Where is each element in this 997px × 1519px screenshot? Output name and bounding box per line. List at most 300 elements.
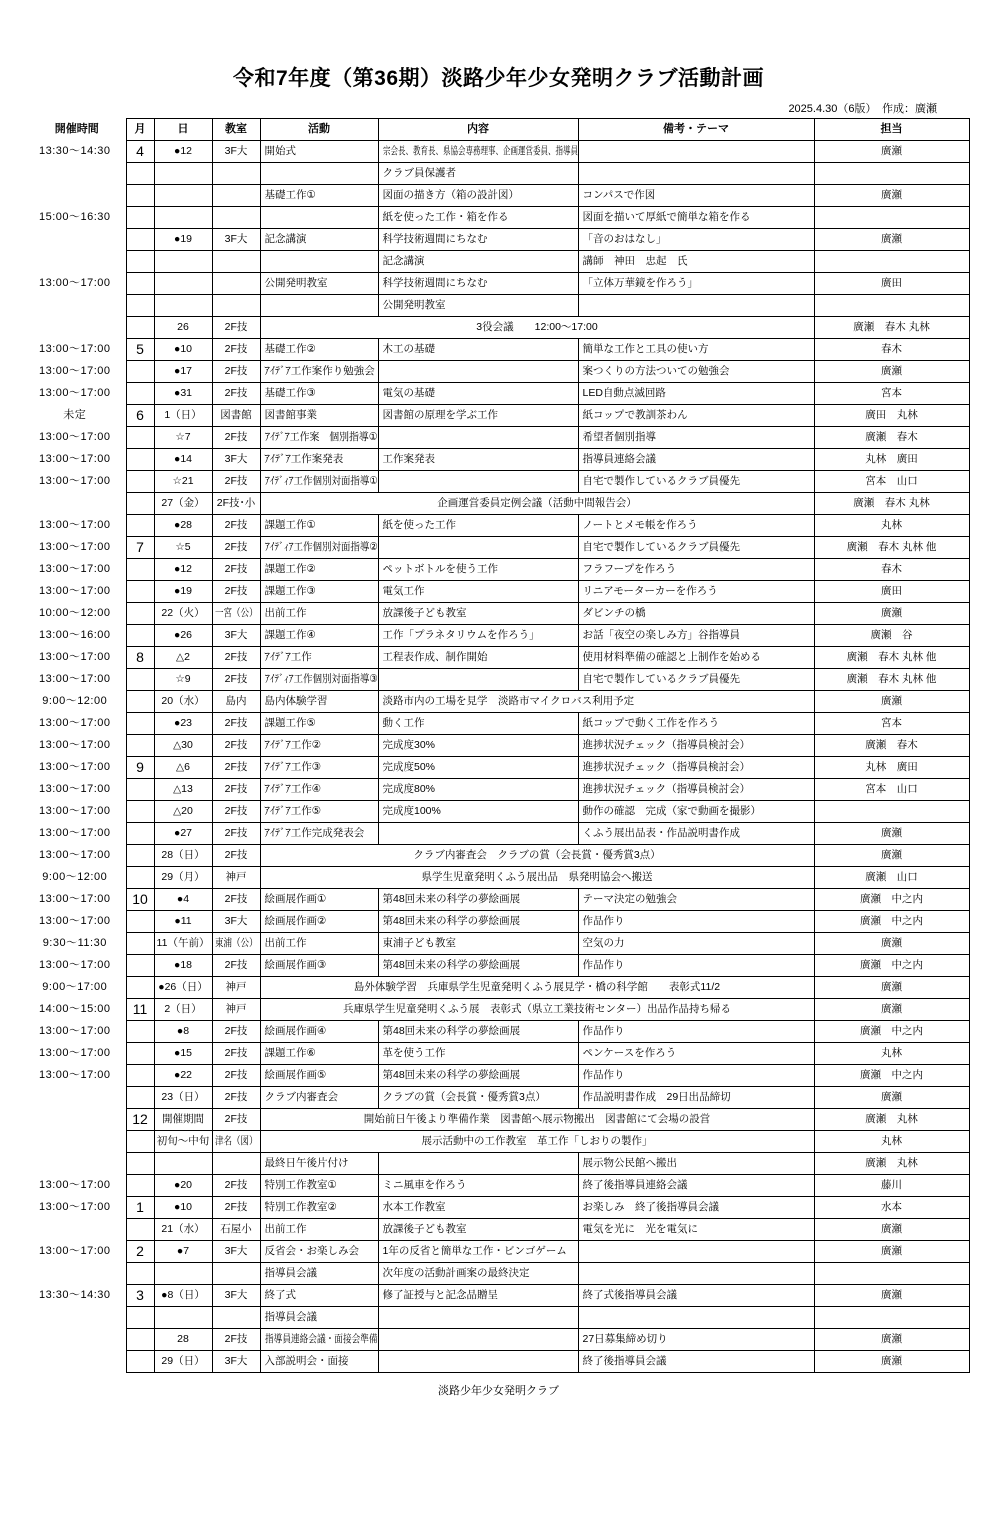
th-month: 月 (126, 119, 154, 141)
cell-month (126, 1021, 154, 1043)
cell-day: ☆21 (154, 471, 212, 493)
cell-content: 電気工作 (378, 581, 578, 603)
cell-activity: ｱｲﾃﾞｱ工作完成発表会 (260, 823, 378, 845)
cell-room: 2F技 (212, 823, 260, 845)
cell-activity: 絵画展作画③ (260, 955, 378, 977)
table-row (28, 295, 969, 317)
cell-room (212, 1307, 260, 1329)
cell-content: 図書館の原理を学ぶ工作 (378, 405, 578, 427)
cell-staff: 廣瀬 中之内 (814, 911, 969, 933)
cell-day: ●26 (154, 625, 212, 647)
cell-content: 記念講演 (378, 251, 578, 273)
cell-staff: 藤川 (814, 1175, 969, 1197)
cell-time: 14:00～15:00 (38, 1002, 111, 1015)
cell-time (28, 1263, 126, 1285)
cell-room (212, 185, 260, 207)
cell-activity: 課題工作① (260, 515, 378, 537)
cell-room: 2F技 (212, 845, 260, 867)
cell-note (578, 163, 814, 185)
cell-note (578, 1241, 814, 1263)
cell-time: 9:00～12:00 (42, 694, 108, 707)
cell-staff: 廣瀬 春木 丸林 他 (814, 647, 969, 669)
cell-content: 1年の反省と簡単な工作・ビンゴゲーム (378, 1241, 578, 1263)
cell-staff: 廣瀬 (814, 361, 969, 383)
cell-staff: 廣瀬 (814, 1285, 969, 1307)
cell-note: 自宅で製作しているクラブ員優先 (578, 471, 814, 493)
cell-staff: 廣瀬 (814, 1329, 969, 1351)
cell-month (126, 1043, 154, 1065)
cell-month (126, 273, 154, 295)
schedule-table-wrapper (0, 118, 997, 1373)
cell-activity: ｱｲﾃﾞｱ工作案作り勉強会 (260, 361, 378, 383)
cell-room: 2F技 (212, 427, 260, 449)
cell-note: 使用材料準備の確認と上制作を始める (578, 647, 814, 669)
cell-note: ペンケースを作ろう (578, 1043, 814, 1065)
cell-month (126, 317, 154, 339)
cell-room: 2F技 (212, 1021, 260, 1043)
cell-room: 2F技 (212, 339, 260, 361)
cell-day: △2 (154, 647, 212, 669)
table-row (28, 273, 969, 295)
cell-day (154, 251, 212, 273)
cell-month: 3 (126, 1285, 154, 1307)
table-row (28, 1043, 969, 1065)
cell-activity: 終了式 (260, 1285, 378, 1307)
cell-note: 案つくりの方法ついての勉強会 (578, 361, 814, 383)
table-row (28, 779, 969, 801)
cell-day: 開催期間 (154, 1109, 212, 1131)
table-row (28, 845, 969, 867)
cell-activity: 出前工作 (260, 1219, 378, 1241)
table-row (28, 1065, 969, 1087)
cell-staff (814, 295, 969, 317)
cell-month (126, 911, 154, 933)
cell-day (154, 295, 212, 317)
cell-month (126, 471, 154, 493)
table-row (28, 1109, 969, 1131)
cell-activity: ｱｲﾃﾞｨｱ工作個別対面指導① (260, 471, 378, 493)
cell-room: 2F技 (212, 537, 260, 559)
cell-day: ☆5 (154, 537, 212, 559)
cell-time: 13:00～16:00 (38, 628, 111, 641)
cell-day: 27（金） (154, 493, 212, 515)
cell-time (28, 317, 126, 339)
cell-staff: 廣瀬 中之内 (814, 955, 969, 977)
cell-activity (260, 163, 378, 185)
cell-note: 作品作り (578, 1021, 814, 1043)
cell-room: 2F技 (212, 757, 260, 779)
cell-time: 13:00～17:00 (38, 1200, 111, 1213)
cell-activity: 絵画展作画④ (260, 1021, 378, 1043)
cell-day: ●17 (154, 361, 212, 383)
cell-content: 完成度80% (378, 779, 578, 801)
cell-staff: 廣瀬 春木 丸林 他 (814, 669, 969, 691)
cell-day: ●26（日） (154, 977, 212, 999)
cell-content (378, 361, 578, 383)
cell-activity: 開始式 (260, 141, 378, 163)
cell-room: 3F大 (212, 1285, 260, 1307)
table-row (28, 933, 969, 955)
cell-month (126, 845, 154, 867)
cell-month (126, 867, 154, 889)
table-row (28, 1329, 969, 1351)
cell-time: 13:00～17:00 (38, 760, 111, 773)
cell-time (28, 185, 126, 207)
cell-month: 11 (126, 999, 154, 1021)
cell-content: ペットボトルを使う工作 (378, 559, 578, 581)
cell-time: 13:00～17:00 (38, 958, 111, 971)
cell-room: 2F技 (212, 1087, 260, 1109)
cell-time (28, 1131, 126, 1153)
cell-activity: 指導員会議 (260, 1307, 378, 1329)
cell-staff: 宮本 (814, 383, 969, 405)
cell-day: ●10 (154, 1197, 212, 1219)
table-row (28, 713, 969, 735)
cell-content: クラブ員保護者 (378, 163, 578, 185)
cell-room: 神戸 (212, 977, 260, 999)
cell-time: 13:00～17:00 (38, 474, 111, 487)
cell-note (578, 295, 814, 317)
cell-day: ●28 (154, 515, 212, 537)
cell-content: 淡路市内の工場を見学 淡路市マイクロバス利用予定 (378, 691, 814, 713)
cell-time: 13:30～14:30 (38, 144, 111, 157)
cell-staff: 廣田 (814, 581, 969, 603)
cell-room: 2F技 (212, 317, 260, 339)
cell-staff: 廣瀬 (814, 1351, 969, 1373)
cell-content: 宗会長、教育長、県協会専務理事、企画運営委員、指導員 (378, 141, 578, 163)
cell-staff: 廣瀬 丸林 (814, 1109, 969, 1131)
cell-room: 2F技 (212, 735, 260, 757)
cell-activity: 絵画展作画② (260, 911, 378, 933)
cell-day: △13 (154, 779, 212, 801)
cell-content: 東浦子ども教室 (378, 933, 578, 955)
cell-note: お楽しみ 終了後指導員会議 (578, 1197, 814, 1219)
cell-day: ●23 (154, 713, 212, 735)
cell-activity: ｱｲﾃﾞｱ工作 (260, 647, 378, 669)
cell-time: 13:00～17:00 (38, 540, 111, 553)
cell-content: 工作案発表 (378, 449, 578, 471)
cell-note: 自宅で製作しているクラブ員優先 (578, 669, 814, 691)
cell-time: 13:00～17:00 (38, 584, 111, 597)
cell-staff: 廣瀬 (814, 977, 969, 999)
cell-room: 2F技 (212, 801, 260, 823)
cell-activity: ｱｲﾃﾞｱ工作② (260, 735, 378, 757)
cell-day: 20（水） (154, 691, 212, 713)
table-row (28, 163, 969, 185)
table-row (28, 1285, 969, 1307)
table-row (28, 185, 969, 207)
cell-room (212, 273, 260, 295)
cell-note: 簡単な工作と工具の使い方 (578, 339, 814, 361)
cell-staff: 廣田 (814, 273, 969, 295)
cell-time (28, 1329, 126, 1351)
cell-day: ●18 (154, 955, 212, 977)
cell-staff: 廣瀬 春木 丸林 他 (814, 537, 969, 559)
cell-activity: 課題工作③ (260, 581, 378, 603)
cell-time: 13:00～17:00 (38, 804, 111, 817)
cell-content: 水本工作教室 (378, 1197, 578, 1219)
cell-room: 3F大 (212, 449, 260, 471)
cell-note: ノートとメモ帳を作ろう (578, 515, 814, 537)
cell-staff: 宮本 (814, 713, 969, 735)
cell-activity: 開始前日午後より準備作業 図書館へ展示物搬出 図書館にて会場の設営 (260, 1109, 814, 1131)
cell-staff: 廣瀬 春木 丸林 (814, 493, 969, 515)
cell-activity: ｱｲﾃﾞｱ工作③ (260, 757, 378, 779)
cell-day: ●14 (154, 449, 212, 471)
cell-note: 作品作り (578, 911, 814, 933)
cell-activity: 出前工作 (260, 933, 378, 955)
cell-note (578, 1307, 814, 1329)
table-row (28, 669, 969, 691)
cell-staff: 廣瀬 (814, 1219, 969, 1241)
cell-activity: 絵画展作画① (260, 889, 378, 911)
cell-staff (814, 1307, 969, 1329)
cell-staff (814, 207, 969, 229)
cell-room: 2F技 (212, 955, 260, 977)
cell-content (378, 427, 578, 449)
cell-staff (814, 163, 969, 185)
cell-staff: 丸林 廣田 (814, 757, 969, 779)
cell-time: 13:00～17:00 (38, 342, 111, 355)
cell-note: 電気を光に 光を電気に (578, 1219, 814, 1241)
cell-note: テーマ決定の勉強会 (578, 889, 814, 911)
cell-room: 2F技 (212, 515, 260, 537)
cell-staff: 廣瀬 (814, 845, 969, 867)
cell-room: 2F技 (212, 713, 260, 735)
cell-activity: ｱｲﾃﾞｱ工作④ (260, 779, 378, 801)
cell-content: 完成度100% (378, 801, 578, 823)
cell-note: リニアモーターカーを作ろう (578, 581, 814, 603)
cell-activity: 島内体験学習 (260, 691, 378, 713)
cell-time: 13:00～17:00 (38, 1178, 111, 1191)
cell-day (154, 207, 212, 229)
cell-room: 島内 (212, 691, 260, 713)
cell-content: 公開発明教室 (378, 295, 578, 317)
cell-month (126, 1153, 154, 1175)
table-row (28, 251, 969, 273)
cell-time (28, 229, 126, 251)
table-row (28, 1307, 969, 1329)
cell-room (212, 1263, 260, 1285)
cell-month (126, 361, 154, 383)
cell-day (154, 273, 212, 295)
cell-month: 2 (126, 1241, 154, 1263)
table-row (28, 867, 969, 889)
table-row (28, 1021, 969, 1043)
cell-day: ●15 (154, 1043, 212, 1065)
cell-activity: クラブ内審査会 クラブの賞（会長賞・優秀賞3点） (260, 845, 814, 867)
cell-content (378, 1351, 578, 1373)
cell-month (126, 383, 154, 405)
cell-day: ●4 (154, 889, 212, 911)
cell-staff: 丸林 (814, 1043, 969, 1065)
cell-staff (814, 251, 969, 273)
cell-staff: 廣瀬 (814, 823, 969, 845)
cell-month (126, 1087, 154, 1109)
cell-time: 13:00～17:00 (38, 1024, 111, 1037)
table-row (28, 1219, 969, 1241)
cell-day (154, 1263, 212, 1285)
cell-month (126, 1065, 154, 1087)
cell-content: 第48回未来の科学の夢絵画展 (378, 1021, 578, 1043)
cell-note: くふう展出品表・作品説明書作成 (578, 823, 814, 845)
cell-day: ●31 (154, 383, 212, 405)
cell-day: ●19 (154, 581, 212, 603)
cell-time: 未定 (63, 408, 87, 421)
table-row (28, 317, 969, 339)
cell-content: 図面の描き方（箱の設計図） (378, 185, 578, 207)
cell-content: 工程表作成、制作開始 (378, 647, 578, 669)
table-row (28, 141, 969, 163)
cell-activity: 反省会・お楽しみ会 (260, 1241, 378, 1263)
cell-month: 8 (126, 647, 154, 669)
cell-day: ●27 (154, 823, 212, 845)
cell-time (28, 493, 126, 515)
cell-time: 13:00～17:00 (38, 782, 111, 795)
cell-month: 7 (126, 537, 154, 559)
cell-note: LED自動点滅回路 (578, 383, 814, 405)
document-page (0, 62, 997, 1519)
cell-day: 1（日） (154, 405, 212, 427)
cell-time: 13:30～14:30 (38, 1288, 111, 1301)
table-body (28, 141, 969, 1373)
cell-month (126, 713, 154, 735)
cell-month (126, 691, 154, 713)
cell-day (154, 163, 212, 185)
cell-note: 作品作り (578, 955, 814, 977)
cell-room: 2F技 (212, 1329, 260, 1351)
cell-room: 一宮（公） (212, 603, 260, 625)
cell-activity: 公開発明教室 (260, 273, 378, 295)
cell-month (126, 1175, 154, 1197)
cell-note: 動作の確認 完成（家で動画を撮影） (578, 801, 814, 823)
cell-content: 紙を使った工作・箱を作る (378, 207, 578, 229)
table-row (28, 581, 969, 603)
cell-activity: ｱｲﾃﾞｨｱ工作個別対面指導③ (260, 669, 378, 691)
cell-note: 展示物公民館へ搬出 (578, 1153, 814, 1175)
cell-day: 29（月） (154, 867, 212, 889)
cell-day: 11（午前） (154, 933, 212, 955)
th-content: 内容 (378, 119, 578, 141)
cell-staff: 廣瀬 中之内 (814, 1065, 969, 1087)
cell-activity: 入部説明会・面接 (260, 1351, 378, 1373)
cell-staff: 廣瀬 山口 (814, 867, 969, 889)
cell-content: 科学技術週間にちなむ (378, 229, 578, 251)
cell-note: 紙コップで教訓茶わん (578, 405, 814, 427)
cell-time: 13:00～17:00 (38, 364, 111, 377)
cell-day: △20 (154, 801, 212, 823)
cell-month (126, 427, 154, 449)
cell-day: 22（火） (154, 603, 212, 625)
cell-note: 作品作り (578, 1065, 814, 1087)
cell-month (126, 1263, 154, 1285)
cell-day: 28（日） (154, 845, 212, 867)
table-row (28, 207, 969, 229)
cell-staff: 廣瀬 (814, 933, 969, 955)
cell-month: 5 (126, 339, 154, 361)
cell-activity: ｱｲﾃﾞｨｱ工作個別対面指導② (260, 537, 378, 559)
cell-activity: 基礎工作① (260, 185, 378, 207)
cell-note (578, 141, 814, 163)
cell-note: 作品説明書作成 29日出品締切 (578, 1087, 814, 1109)
cell-month: 9 (126, 757, 154, 779)
cell-room (212, 207, 260, 229)
cell-activity: クラブ内審査会 (260, 1087, 378, 1109)
cell-room: 2F技 (212, 1043, 260, 1065)
cell-time (28, 1109, 126, 1131)
cell-day: 28 (154, 1329, 212, 1351)
cell-room (212, 1153, 260, 1175)
table-row (28, 361, 969, 383)
cell-month (126, 823, 154, 845)
table-row (28, 427, 969, 449)
cell-room: 2F技･小 (212, 493, 260, 515)
cell-staff: 廣瀬 (814, 691, 969, 713)
cell-content (378, 669, 578, 691)
cell-month: 4 (126, 141, 154, 163)
cell-room: 2F技 (212, 1175, 260, 1197)
cell-room: 神戸 (212, 867, 260, 889)
cell-content: 電気の基礎 (378, 383, 578, 405)
cell-note: 希望者個別指導 (578, 427, 814, 449)
cell-activity: 課題工作⑥ (260, 1043, 378, 1065)
cell-room: 2F技 (212, 647, 260, 669)
cell-note (578, 1263, 814, 1285)
cell-note: 図面を描いて厚紙で簡単な箱を作る (578, 207, 814, 229)
table-row (28, 823, 969, 845)
cell-note: お話「夜空の楽しみ方」谷指導員 (578, 625, 814, 647)
page-title: 令和7年度（第36期）淡路少年少女発明クラブ活動計画 (232, 67, 765, 90)
cell-month (126, 449, 154, 471)
cell-content: 完成度30% (378, 735, 578, 757)
cell-day: ●11 (154, 911, 212, 933)
table-row (28, 735, 969, 757)
cell-content: 第48回未来の科学の夢絵画展 (378, 955, 578, 977)
cell-activity: 図書館事業 (260, 405, 378, 427)
cell-month (126, 1219, 154, 1241)
cell-time (28, 1351, 126, 1373)
cell-staff: 廣瀬 中之内 (814, 889, 969, 911)
table-row (28, 1175, 969, 1197)
table-row (28, 955, 969, 977)
cell-staff: 廣瀬 春木 (814, 735, 969, 757)
cell-day: ●19 (154, 229, 212, 251)
cell-time: 13:00～17:00 (38, 826, 111, 839)
cell-day: ●7 (154, 1241, 212, 1263)
cell-content: 革を使う工作 (378, 1043, 578, 1065)
cell-content: 修了証授与と記念品贈呈 (378, 1285, 578, 1307)
cell-month (126, 207, 154, 229)
cell-month (126, 779, 154, 801)
cell-content: 科学技術週間にちなむ (378, 273, 578, 295)
table-row (28, 229, 969, 251)
cell-day: △6 (154, 757, 212, 779)
cell-month (126, 625, 154, 647)
cell-content: 次年度の活動計画案の最終決定 (378, 1263, 578, 1285)
cell-note: フラフープを作ろう (578, 559, 814, 581)
cell-time: 10:00～12:00 (38, 606, 111, 619)
cell-day: ●8 (154, 1021, 212, 1043)
table-row (28, 383, 969, 405)
cell-time: 9:00～17:00 (42, 980, 108, 993)
cell-note: 「立体万華鏡を作ろう」 (578, 273, 814, 295)
cell-room: 2F技 (212, 383, 260, 405)
cell-activity: 指導員会議 (260, 1263, 378, 1285)
cell-month (126, 493, 154, 515)
table-row (28, 889, 969, 911)
cell-staff: 春木 (814, 559, 969, 581)
cell-content: 第48回未来の科学の夢絵画展 (378, 1065, 578, 1087)
